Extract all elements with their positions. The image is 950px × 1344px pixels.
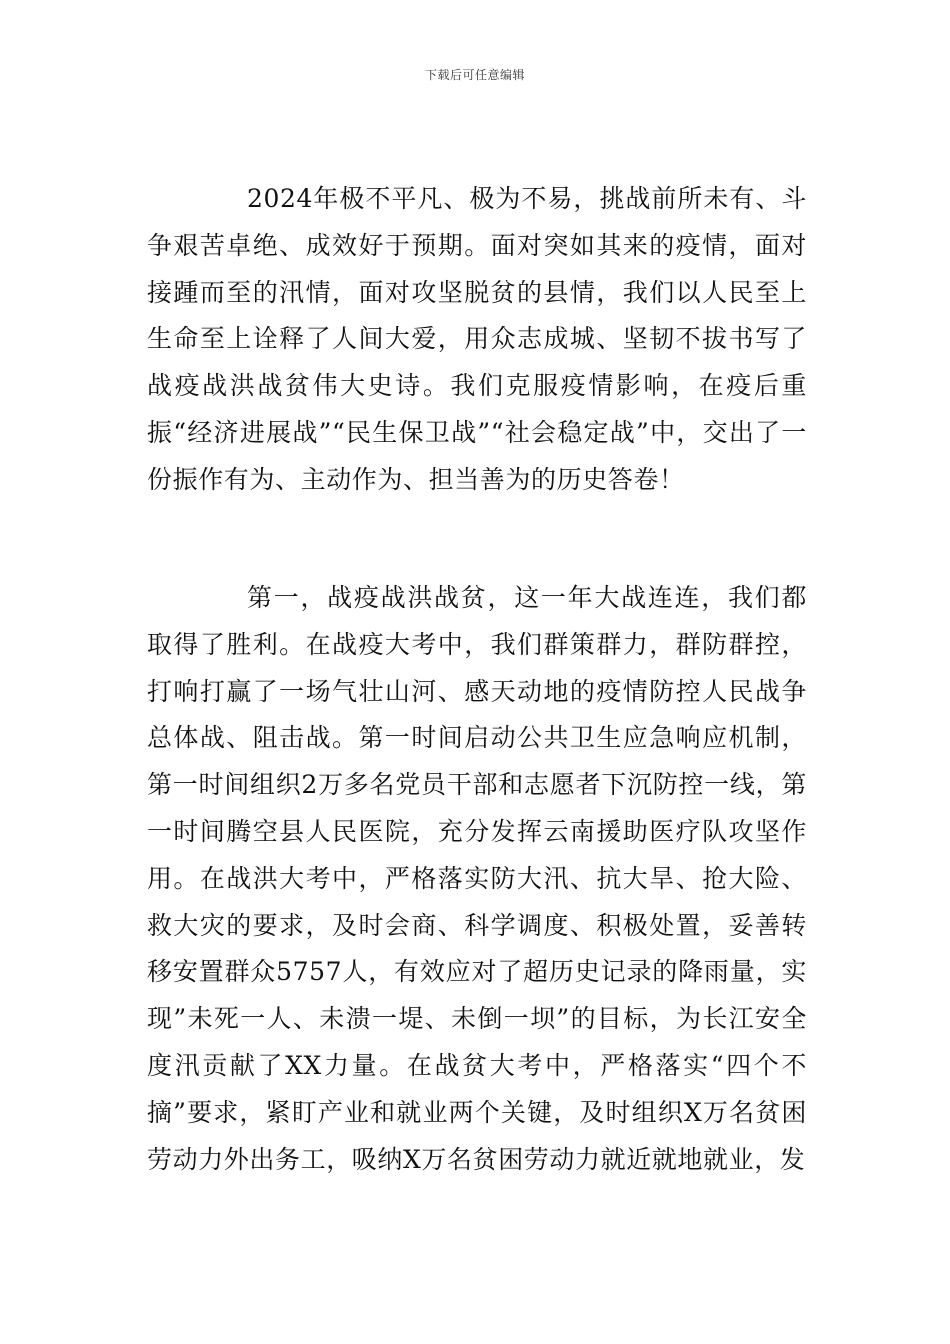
paragraph-2: 第一，战疫战洪战贫，这一年大战连连，我们都取得了胜利。在战疫大考中，我们群策群力，群防群控，打响打赢了一场气壮山河、感天动地的疫情防控人民战争总体战、阻击战。第一时间启动公共卫生应急响应机制，第一时间组织2万多名党员干部和志愿者下沉防控一线，第一时间腾空县人民医院，充分发挥云南援助医疗队攻坚作用。在战洪大考中，严格落实防大汛、抗大旱、抢大险、救大灾的要求，及时会商、科学调度、积极处置，妥善转移安置群众5757人，有效应对了超历史记录的降雨量，实现”未死一人、未溃一堤、未倒一坝”的目标，为长江安全度汛贡献了XX力量。在战贫大考中，严格落实“四个不摘”要求，紧盯产业和就业两个关键，及时组织X万名贫困劳动力外出务工，吸纳X万名贫困劳动力就近就地就业，发 (147, 583, 807, 1174)
page-header-note: 下载后可任意编辑 (424, 68, 525, 82)
paragraph-1: 2024年极不平凡、极为不易，挑战前所未有、斗争艰苦卓绝、成效好于预期。面对突如其来的疫情，面对接踵而至的汛情，面对攻坚脱贫的县情，我们以人民至上生命至上诠释了人间大爱，用众志成城、坚韧不拔书写了战疫战洪战贫伟大史诗。我们克服疫情影响，在疫后重振“经济进展战”“民生保卫战”“社会稳定战”中，交出了一份振作有为、主动作为、担当善为的历史答卷！ (147, 184, 807, 494)
